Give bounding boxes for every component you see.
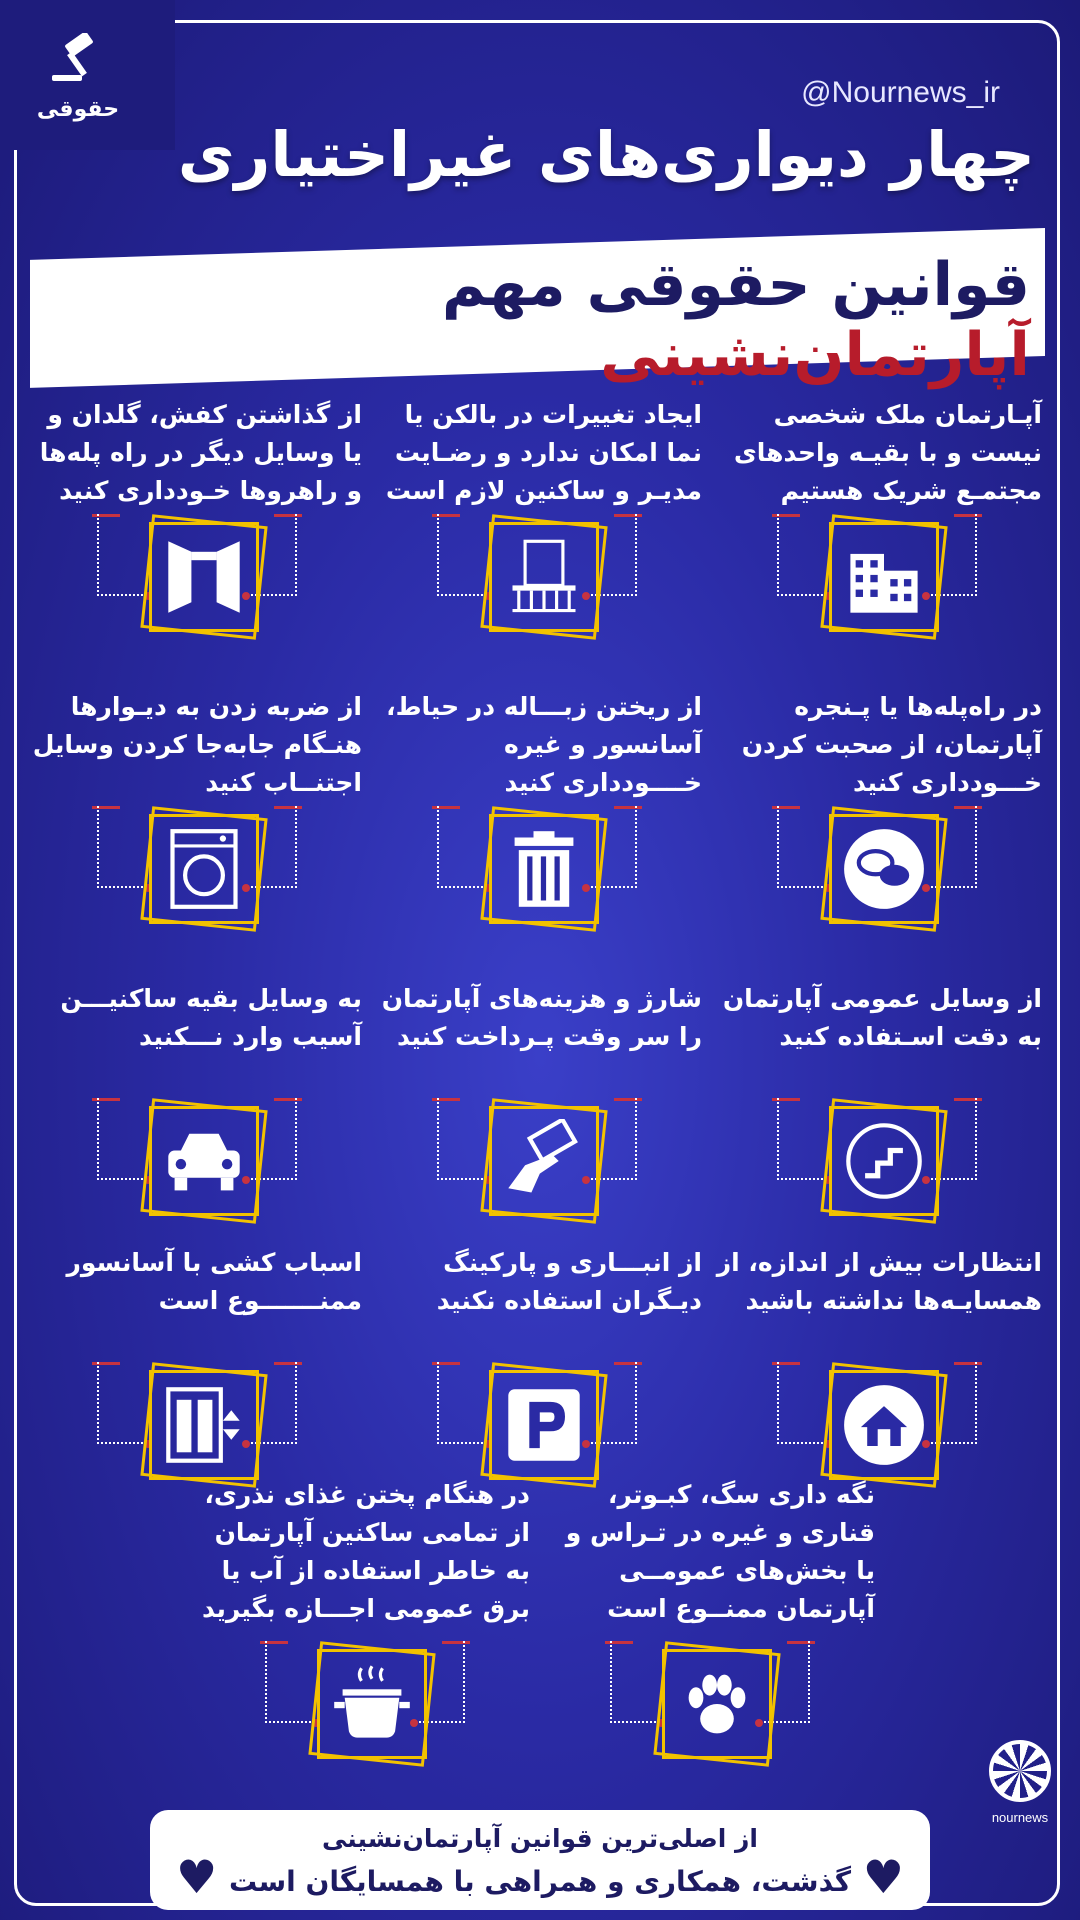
rule-item [32, 1244, 362, 1492]
subtitle-main: قوانین حقوقی مهم [441, 250, 1030, 320]
paw-icon [662, 1649, 772, 1759]
stairs-icon [829, 1106, 939, 1216]
rule-item [712, 396, 1042, 644]
balcony-icon [489, 522, 599, 632]
social-handle: @Nournews_ir [801, 76, 1000, 109]
page-title: چهار دیواری‌های غیراختیاری [177, 118, 1035, 191]
rule-text: در راه‌پله‌ها یا پـنجره آپارتمان، از صحبت کردن خـــودداری کنید [741, 692, 1042, 797]
rule-item [712, 980, 1042, 1228]
rule-item [200, 1476, 530, 1771]
rule-text: به وسایل بقیه ساکنیـــن آسیب وارد نـــکنید [60, 984, 362, 1051]
brand-logo [975, 1740, 1065, 1825]
parking-icon [489, 1370, 599, 1480]
rule-text: ایجاد تغییرات در بالکن یا نما امکان ندارد و رضـایت مدیـر و ساکنین لازم است [385, 400, 702, 505]
elevator-icon [149, 1370, 259, 1480]
rule-text: در هنگام پختن غذای نذری، از تمامی ساکنین آپارتمان به خاطر استفاده از آب یا برق عمومی اجـــازه بگیرید [202, 1480, 530, 1623]
brand-name: nournews [991, 1810, 1049, 1825]
footer-line1: از اصلی‌ترین قوانین آپارتمان‌نشینی [322, 1824, 758, 1853]
rule-item [372, 980, 702, 1228]
rule-item [372, 1244, 702, 1492]
subtitle-accent: آپارتمان‌نشینی [600, 320, 1030, 390]
home-person-icon [829, 1370, 939, 1480]
rule-text: از گذاشتن کفش، گلدان و یا وسایل دیگر در راه پله‌ها و راهروها خـودداری کنید [39, 400, 362, 505]
page-subtitle [40, 250, 1030, 390]
rule-item [712, 688, 1042, 936]
pot-icon [317, 1649, 427, 1759]
badge-label: حقوقی [36, 97, 120, 122]
rule-text: اسباب کشی با آسانسور ممنـــــــوع است [66, 1248, 362, 1315]
rule-item [712, 1244, 1042, 1492]
rule-item [32, 396, 362, 644]
payment-icon [489, 1106, 599, 1216]
trash-icon [489, 814, 599, 924]
rule-text: از انبـــاری و پارکینگ دیـگران استفاده نکنید [436, 1248, 702, 1315]
rule-text: از وسایل عمومی آپارتمان به دقت اسـتفاده کنید [722, 984, 1042, 1051]
rule-item [32, 980, 362, 1228]
rule-text: انتظارات بیش از اندازه، از همسایـه‌ها نداشته باشید [716, 1248, 1042, 1315]
nournews-logo-icon [989, 1740, 1051, 1802]
rule-item [372, 688, 702, 936]
footer-banner [150, 1810, 930, 1910]
rule-text: آپـارتمان ملک شخصی نیست و با بقیـه واحدهای مجتمـع شریک هستیم [733, 400, 1042, 505]
rule-item [32, 688, 362, 936]
rule-text: از ریختن زبـــاله در حیاط، آسانسور و غیره خــــودداری کنید [386, 692, 702, 797]
car-icon [149, 1106, 259, 1216]
rule-item [545, 1476, 875, 1771]
hallway-icon [149, 522, 259, 632]
rule-text: شارژ و هزینه‌های آپارتمان را سر وقت پـرداخت کنید [381, 984, 702, 1051]
rule-item [372, 396, 702, 644]
washing-machine-icon [149, 814, 259, 924]
heart-icon: ♥ [176, 1850, 218, 1904]
chat-icon [829, 814, 939, 924]
heart-icon: ♥ [862, 1850, 904, 1904]
rule-text: از ضربه زدن به دیـوارها هنـگام جابه‌جا کردن وسایل اجتنــاب کنید [32, 692, 362, 797]
gavel-icon [48, 33, 108, 91]
footer-line2: گذشت، همکاری و همراهی با همسایگان است [228, 1865, 852, 1898]
building-icon [829, 522, 939, 632]
rule-text: نگه داری سگ، کبـوتر، قناری و غیره در تـراس و یا بخش‌های عمومــی آپارتمان ممنــوع است [565, 1480, 875, 1623]
